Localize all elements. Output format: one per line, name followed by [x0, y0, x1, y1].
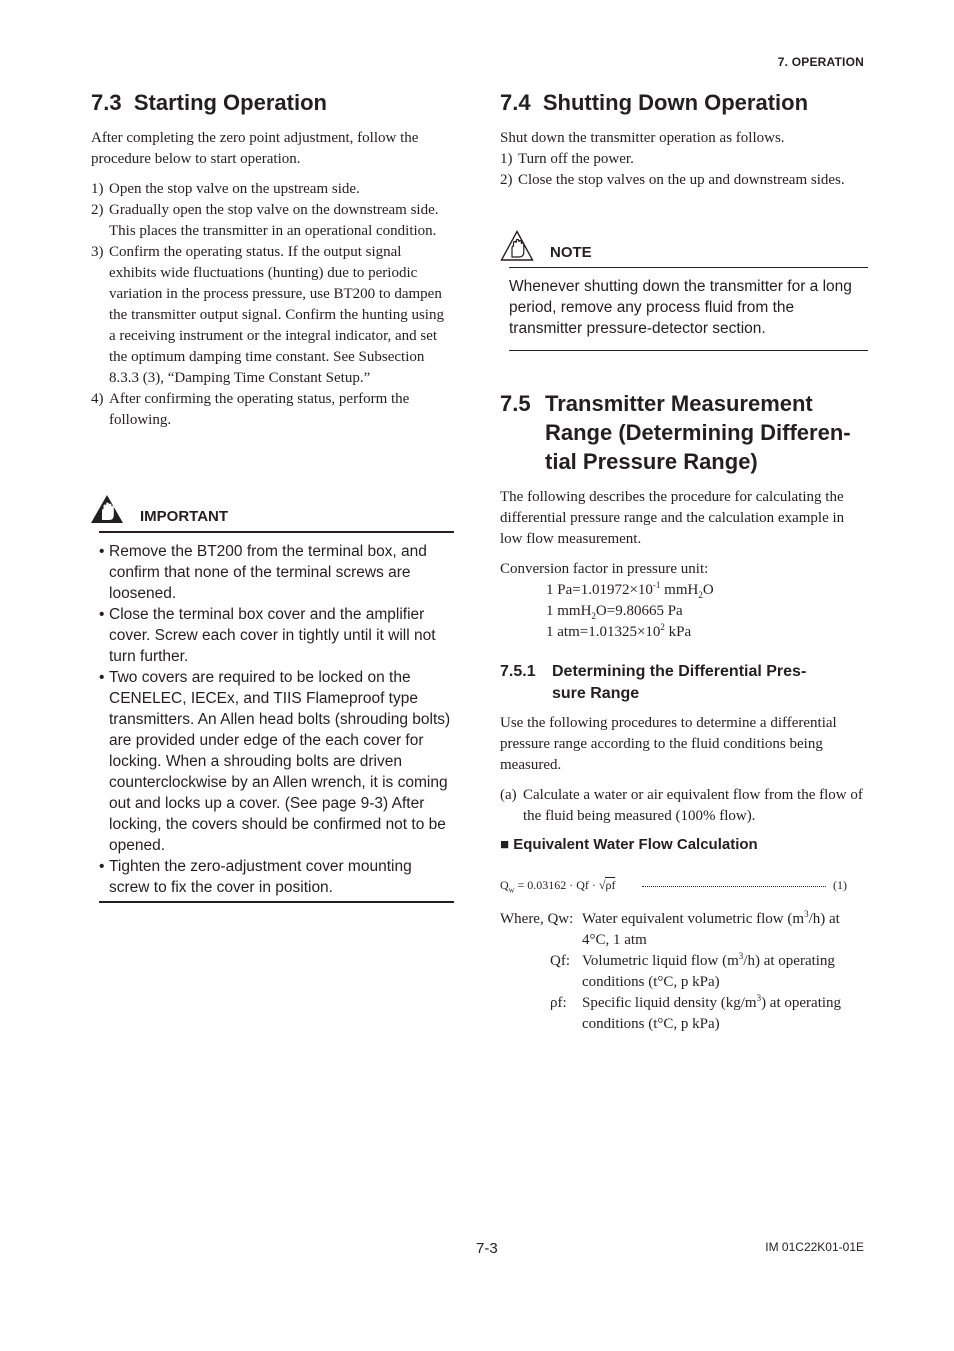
list-text: Turn off the power.: [518, 151, 634, 167]
section-7-4-heading: [500, 88, 808, 117]
section-title-line: tial Pressure Range): [545, 449, 758, 474]
definition-key: ρf:: [550, 995, 567, 1011]
conversion-line: 1 $atm=1.01325\times 10^2$ kPa: [546, 622, 692, 640]
note-label: NOTE: [550, 244, 592, 261]
section-number: 7.3: [91, 90, 122, 115]
section-7-4-intro: Shut down the transmitter operation as follows.: [500, 130, 785, 146]
definition-key: Where, Qw:: [500, 911, 574, 927]
section-7-3-intro: After completing the zero point adjustment, follow the procedure below to start operation.: [91, 130, 419, 167]
list-item: [91, 389, 447, 431]
list-text: Calculate a water or air equivalent flow from the flow of the fluid being measured (100% flow).: [523, 787, 863, 824]
callout-top-rule: [99, 531, 454, 533]
running-head: 7. OPERATION: [777, 55, 864, 69]
note-top-rule: [509, 267, 868, 268]
hand-warning-icon: [90, 494, 124, 529]
conversion-line: 1 $Pa=1.01972\times 10^{-1}$ mmH$_2$O: [546, 580, 714, 600]
bullet-text: Remove the BT200 from the terminal box, and confirm that none of the terminal screws are loosened.: [109, 543, 427, 602]
bullet-item: [99, 604, 451, 667]
important-callout: [99, 494, 454, 904]
bullet-item: [99, 667, 451, 856]
bullet-item: [99, 541, 451, 604]
formula-number: (1): [833, 878, 847, 892]
bullet-dot: •: [99, 858, 105, 875]
list-label: 2): [91, 202, 104, 218]
conversion-factors: [546, 580, 714, 643]
bullet-text: Close the terminal box cover and the amplifier cover. Screw each cover in tightly until it will not turn further.: [109, 606, 436, 665]
conversion-title: Conversion factor in pressure unit:: [500, 561, 709, 577]
list-label: (a): [500, 787, 517, 803]
bullet-dot: •: [99, 543, 105, 560]
shutdown-procedure-list: [500, 149, 848, 191]
bullet-dot: •: [99, 606, 105, 623]
list-item: [91, 179, 447, 200]
important-bullets: [99, 541, 451, 898]
start-procedure-list: [91, 179, 447, 431]
list-label: 1): [500, 151, 513, 167]
definition-row: ρf: Specific liquid density $(kg/m^3)$ at operating conditions (t°C, p kPa): [550, 993, 842, 1032]
subsection-title-line: sure Range: [552, 685, 640, 702]
formula-expression: $Q_w = 0.03162 \cdot Qf \cdot √\rho f$: [500, 878, 616, 895]
definition-row: Qf: Volumetric liquid flow $(m^3/h)$ at operating conditions (t°C, p kPa): [550, 951, 835, 990]
bullet-item: [99, 856, 451, 898]
list-item: [500, 149, 848, 170]
conversion-line: 1 mmH$_2$O=9.80665 Pa: [546, 603, 683, 621]
bullet-dot: •: [99, 669, 105, 686]
section-title: Starting Operation: [133, 90, 327, 115]
section-7-3-heading: [91, 88, 327, 117]
hand-note-icon: [500, 230, 534, 267]
list-item: [91, 242, 447, 389]
subsection-intro: Use the following procedures to determine a differential pressure range according to the fluid conditions being measured.: [500, 715, 837, 773]
document-id: IM 01C22K01-01E: [765, 1240, 864, 1254]
section-number: 7.5: [500, 391, 531, 416]
section-number: 7.4: [500, 90, 531, 115]
callout-bottom-rule: [99, 901, 454, 903]
definition-row: Where, Qw: Water equivalent volumetric flow $(m^3/h)$ at 4°C, 1 atm: [500, 909, 840, 948]
list-label: 1): [91, 181, 104, 197]
formula-1: [500, 876, 852, 896]
square-root-icon: √: [598, 878, 606, 892]
list-label: 4): [91, 391, 104, 407]
equivalent-water-heading: [500, 836, 758, 853]
section-title: Shutting Down Operation: [542, 90, 809, 115]
definition-key: Qf:: [550, 953, 570, 969]
page-number: 7-3: [476, 1240, 498, 1257]
list-item: [500, 170, 848, 191]
list-label: 2): [500, 172, 513, 188]
list-text: Open the stop valve on the upstream side.: [109, 181, 360, 197]
subsection-number: 7.5.1: [500, 663, 536, 680]
list-text: Gradually open the stop valve on the downstream side. This places the transmitter in an operational condition.: [109, 202, 439, 239]
bullet-text: Two covers are required to be locked on the CENELEC, IECEx, and TIIS Flameproof type transmitters. An Allen head bolts (shrouding bolts) are provided under edge of the each cover for locking. When a shrouding bolts are driven counterclockwise by an Allen wrench, it is coming out and locks up a cover. (See page 9-3) After locking, the covers should be confirmed not to be opened.: [109, 669, 451, 854]
list-label: 3): [91, 244, 104, 260]
section-title-line: Range (Determining Differen-: [545, 420, 851, 445]
note-callout: [500, 230, 868, 352]
variable-definitions: [500, 909, 870, 1035]
note-bottom-rule: [509, 350, 868, 351]
list-text: Close the stop valves on the up and downstream sides.: [518, 172, 845, 188]
step-a: [500, 785, 868, 827]
list-text: Confirm the operating status. If the output signal exhibits wide fluctuations (hunting) due to periodic variation in the process pressure, use BT200 to dampen the transmitter output signal. Confirm the hunting using a receiving instrument or the integral indicator, and set the optimum damping time constant. See Subsection 8.3.3 (3), “Damping Time Constant Setup.”: [109, 244, 444, 386]
subsection-7-5-1-heading: [500, 661, 860, 705]
subsection-title-line: Determining the Differential Pres-: [552, 663, 807, 680]
heading-text: Equivalent Water Flow Calculation: [513, 836, 758, 853]
section-7-5-intro: The following describes the procedure for calculating the differential pressure range and the calculation example in low flow measurement.: [500, 489, 845, 547]
section-7-5-heading: [500, 389, 880, 476]
list-text: After confirming the operating status, perform the following.: [109, 391, 410, 428]
note-text: Whenever shutting down the transmitter for a long period, remove any process fluid from the transmitter pressure-detector section.: [509, 278, 852, 337]
bullet-text: Tighten the zero-adjustment cover mounting screw to fix the cover in position.: [109, 858, 412, 896]
square-bullet-icon: ■: [500, 836, 510, 853]
list-item: [91, 200, 447, 242]
section-title-line: Transmitter Measurement: [545, 391, 813, 416]
leader-dots: [642, 886, 826, 887]
important-label: IMPORTANT: [140, 508, 229, 525]
